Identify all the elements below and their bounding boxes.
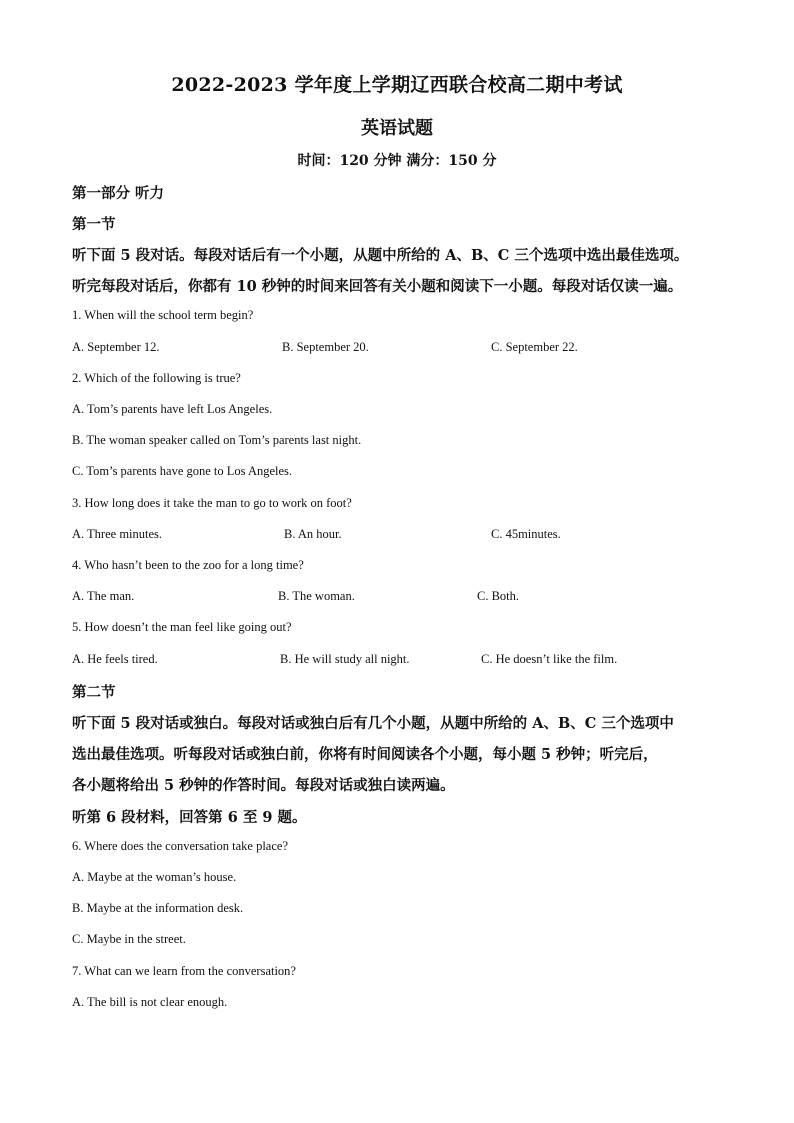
q3-option-b: B. An hour.	[284, 527, 342, 541]
q6-option-c: C. Maybe in the street.	[72, 932, 186, 946]
q2-option-a: A. Tom’s parents have left Los Angeles.	[72, 402, 273, 416]
q7-option-a: A. The bill is not clear enough.	[72, 995, 228, 1009]
q4-option-c: C. Both.	[477, 589, 520, 603]
question-7: 7. What can we learn from the conversation?	[72, 964, 296, 978]
q2-option-c: C. Tom’s parents have gone to Los Angeles.	[72, 464, 293, 478]
q5-option-a: A. He feels tired.	[72, 652, 158, 666]
question-5: 5. How doesn’t the man feel like going out?	[72, 620, 292, 634]
q2-option-b: B. The woman speaker called on Tom’s parents last night.	[72, 433, 362, 447]
section2-instruction-line3: 各小题将给出 5 秒钟的作答时间。每段对话或独白读两遍。	[72, 777, 455, 794]
section2-sub-instruction: 听第 6 段材料，回答第 6 至 9 题。	[72, 809, 307, 826]
question-4: 4. Who hasn’t been to the zoo for a long time?	[72, 558, 304, 572]
q1-option-a: A. September 12.	[72, 340, 160, 354]
part1-heading: 第一部分 听力	[72, 185, 165, 202]
q4-option-b: B. The woman.	[278, 589, 355, 603]
question-3: 3. How long does it take the man to go to work on foot?	[72, 496, 352, 510]
q4-option-a: A. The man.	[72, 589, 135, 603]
q1-option-b: B. September 20.	[282, 340, 369, 354]
question-1: 1. When will the school term begin?	[72, 308, 254, 322]
section2-heading: 第二节	[72, 684, 116, 701]
section1-instruction-line2: 听完每段对话后，你都有 10 秒钟的时间来回答有关小题和阅读下一小题。每段对话仅读一遍。	[72, 278, 683, 295]
question-2: 2. Which of the following is true?	[72, 371, 241, 385]
q1-option-c: C. September 22.	[491, 340, 578, 354]
q6-option-b: B. Maybe at the information desk.	[72, 901, 244, 915]
section1-heading: 第一节	[72, 216, 116, 233]
q3-option-a: A. Three minutes.	[72, 527, 163, 541]
section1-instruction-line1: 听下面 5 段对话。每段对话后有一个小题，从题中所给的 A、B、C 三个选项中选出最佳选项。	[72, 247, 689, 264]
q5-option-b: B. He will study all night.	[280, 652, 410, 666]
question-6: 6. Where does the conversation take place?	[72, 839, 288, 853]
q5-option-c: C. He doesn’t like the film.	[481, 652, 618, 666]
section2-instruction-line2: 选出最佳选项。听每段对话或独白前，你将有时间阅读各个小题，每小题 5 秒钟；听完后，	[72, 746, 658, 763]
exam-time-score: 时间：120 分钟 满分：150 分	[297, 153, 497, 169]
q3-option-c: C. 45minutes.	[491, 527, 561, 541]
q6-option-a: A. Maybe at the woman’s house.	[72, 870, 237, 884]
exam-subject: 英语试题	[361, 118, 433, 139]
section2-instruction-line1: 听下面 5 段对话或独白。每段对话或独白后有几个小题，从题中所给的 A、B、C 三个选项中	[72, 715, 674, 732]
exam-title: 2022-2023 学年度上学期辽西联合校高二期中考试	[171, 74, 623, 96]
